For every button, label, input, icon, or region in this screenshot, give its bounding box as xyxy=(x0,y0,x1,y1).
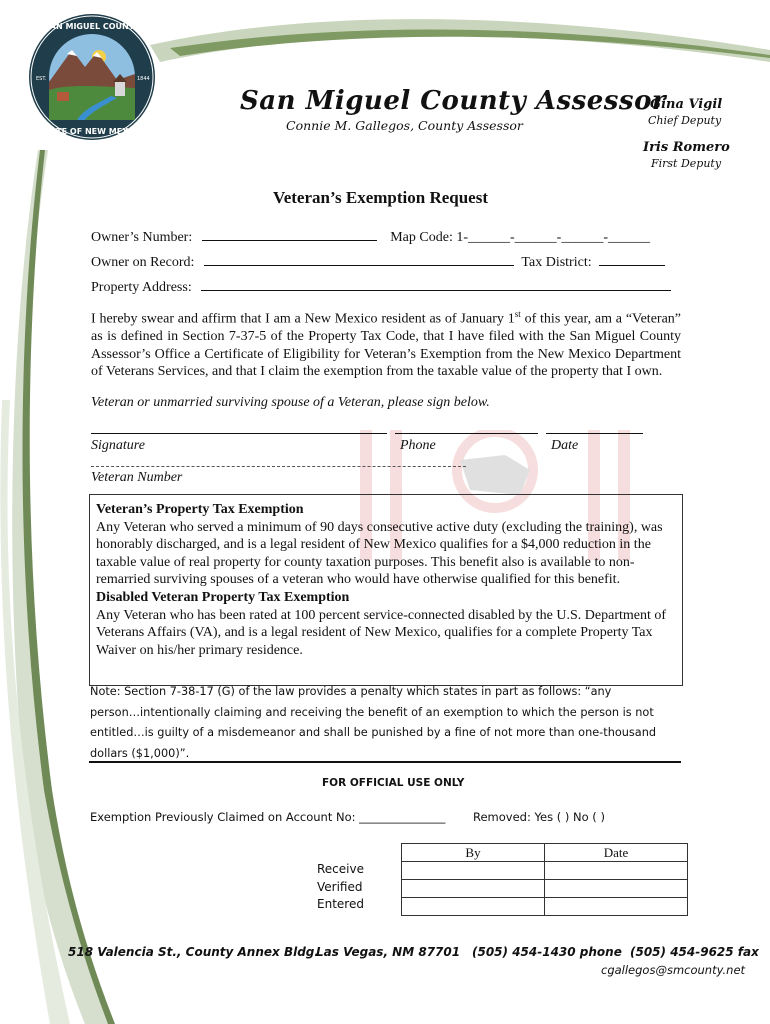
assessor-name: Connie M. Gallegos, County Assessor xyxy=(286,118,523,133)
date-label: Date xyxy=(551,438,579,453)
owner-record-field[interactable] xyxy=(204,251,514,266)
phone-label: Phone xyxy=(400,438,436,453)
removed-field[interactable]: Removed: Yes ( ) No ( ) xyxy=(473,810,605,824)
footer-fax: (505) 454-9625 fax xyxy=(630,945,759,959)
exemption-info-box xyxy=(89,494,683,686)
first-deputy-name: Iris Romero xyxy=(643,140,730,155)
property-address-row xyxy=(91,276,681,296)
receive-date-cell[interactable] xyxy=(545,862,688,880)
seal-est: EST. xyxy=(36,76,47,82)
tax-district-field[interactable] xyxy=(599,251,665,266)
tax-district-label: Tax District: xyxy=(521,255,592,270)
svg-text:STATE OF NEW MEXICO: STATE OF NEW MEXICO xyxy=(40,127,144,136)
chief-deputy-name: Gina Vigil xyxy=(650,97,723,112)
office-title: San Miguel County Assessor xyxy=(240,86,667,116)
owner-number-field[interactable] xyxy=(202,226,377,241)
verified-by-cell[interactable] xyxy=(402,880,545,898)
exemption-heading: Veteran’s Property Tax Exemption xyxy=(96,502,304,517)
footer-phone: (505) 454-1430 phone xyxy=(472,945,622,959)
table-header-row xyxy=(402,844,688,862)
table-row xyxy=(402,880,688,898)
table-row xyxy=(402,898,688,916)
entered-label: Entered xyxy=(317,897,364,911)
date-line[interactable] xyxy=(546,433,643,434)
affirmation-paragraph: I hereby swear and affirm that I am a New Mexico resident as of January 1st of this year, am a “Veteran” as is defined in Section 7-37-5 of the Property Tax Code, that I have filed with the San Miguel County Assessor’s Office a Certificate of Eligibility for Veteran’s Exemption from the New Mexico Department of Veterans Services, and that I claim the exemption from the taxable value of the property that I own. xyxy=(91,309,681,380)
receive-by-cell[interactable] xyxy=(402,862,545,880)
property-address-field[interactable] xyxy=(201,276,671,291)
sign-instruction: Veteran or unmarried surviving spouse of a Veteran, please sign below. xyxy=(91,395,490,410)
seal-year: 1844 xyxy=(137,76,150,82)
penalty-note: Note: Section 7-38-17 (G) of the law provides a penalty which states in part as follows: “any person…intentionally claiming and receiving the benefit of an exemption to which the person is not entitled…is guilty of a misdemeanor and shall be punished by a fine of not more than one-thousand dollars ($1,000)”. xyxy=(90,685,657,760)
map-code-field[interactable]: 1-______-______-______-______ xyxy=(456,230,650,245)
map-code-label: Map Code: xyxy=(390,230,453,245)
official-use-table xyxy=(401,843,688,916)
veteran-number-line[interactable] xyxy=(91,466,466,467)
receive-label: Receive xyxy=(317,862,364,876)
county-seal-logo xyxy=(27,12,157,142)
svg-text:SAN MIGUEL COUNTY: SAN MIGUEL COUNTY xyxy=(44,22,140,31)
footer-city: Las Vegas, NM 87701 xyxy=(316,945,461,959)
chief-deputy-title: Chief Deputy xyxy=(648,114,722,127)
owner-number-label: Owner’s Number: xyxy=(91,230,193,245)
owner-record-label: Owner on Record: xyxy=(91,255,195,270)
table-row xyxy=(402,862,688,880)
first-deputy-title: First Deputy xyxy=(651,157,722,170)
owner-number-row xyxy=(91,226,681,246)
exemption-text: Any Veteran who served a minimum of 90 days consecutive active duty (excluding the training), was honorably discharged, and is a legal resident of New Mexico qualifies for a $4,000 reduction in the taxable value of real property for county taxation purposes. This benefit also is available to non-remarried surviving spouses of a veteran who would have otherwise qualified for this benefit. xyxy=(96,519,663,588)
col-by: By xyxy=(402,844,545,862)
entered-date-cell[interactable] xyxy=(545,898,688,916)
note-divider xyxy=(89,761,681,763)
property-address-label: Property Address: xyxy=(91,280,192,295)
owner-record-row xyxy=(91,251,681,271)
verified-date-cell[interactable] xyxy=(545,880,688,898)
phone-line[interactable] xyxy=(395,433,538,434)
signature-label: Signature xyxy=(91,438,145,453)
footer-email: cgallegos@smcounty.net xyxy=(601,963,746,977)
col-date: Date xyxy=(545,844,688,862)
disabled-exemption-heading: Disabled Veteran Property Tax Exemption xyxy=(96,589,350,605)
veteran-number-label: Veteran Number xyxy=(91,470,183,485)
form-title: Veteran’s Exemption Request xyxy=(273,188,489,207)
verified-label: Verified xyxy=(317,880,363,894)
entered-by-cell[interactable] xyxy=(402,898,545,916)
disabled-exemption-text: Any Veteran who has been rated at 100 percent service-connected disabled by the U.S. Department of Veterans Affairs (VA), and is a legal resident of New Mexico, qualifies for a complete Property Tax Waiver on his/her primary residence. xyxy=(96,607,667,658)
official-use-heading: FOR OFFICIAL USE ONLY xyxy=(322,777,465,789)
footer-address: 518 Valencia St., County Annex Bldg. xyxy=(68,945,319,959)
signature-line[interactable] xyxy=(91,433,387,434)
previously-claimed-field[interactable]: Exemption Previously Claimed on Account No: _______________ xyxy=(90,810,446,824)
